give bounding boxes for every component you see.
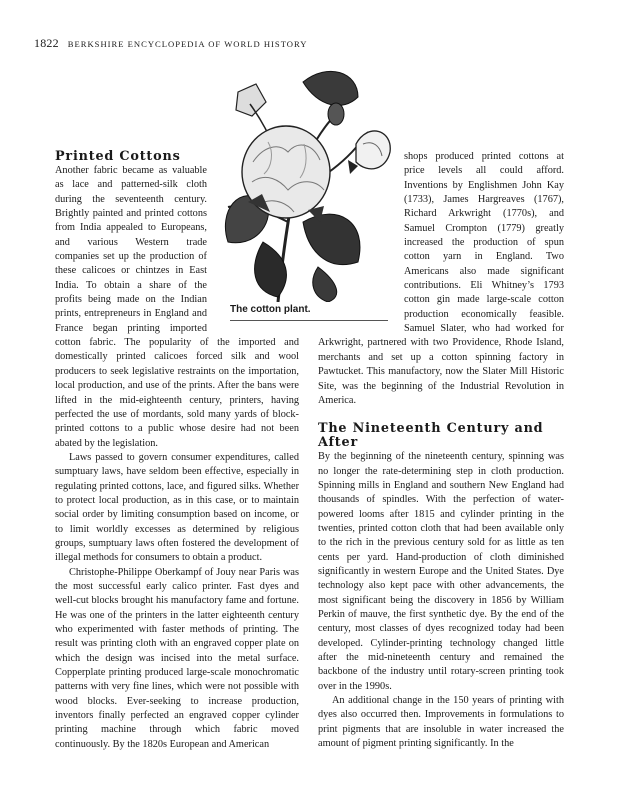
column-left bbox=[55, 150, 299, 752]
paragraph: An additional change in the 150 years of printing with dyes also occurred then. Improvements in formulations to print pigments that are insoluble in water increased the amount of pigment printing significantly. In the bbox=[318, 695, 564, 750]
paragraph: shops produced printed cottons at price levels all could afford. Inventions by Englishmen John Kay (1733), James Hargreaves (1767), Richard Arkwright (1770s), and Samuel Crompton (1779) greatly increased the production of spun cotton yarn in England. Two Americans also made significant contributions. Eli Whitney’s 1793 cotton gin made large-scale cotton production economically feasible. Samuel Slater, who had worked for Arkwright, partnered with two Providence, Rhode Island, merchants and set up a cotton spinning factory in Pawtucket. This manufactory, now the Slater Mill Historic Site, was the beginning of the Industrial Revolution in America. bbox=[318, 151, 564, 406]
column-right bbox=[318, 150, 564, 751]
figure-spacer bbox=[207, 150, 299, 336]
figure-spacer bbox=[318, 150, 404, 336]
page-number: 1822 bbox=[34, 36, 59, 50]
paragraph: Another fabric became as valuable as lace and patterned-silk cloth during the seventeenth century. Brightly painted and printed cottons from India appealed to Europeans, and various Western trade companies set up the production of these calicoes or chintzes in East India. To obtain a share of the profits being made on the Indian prints, entrepreneurs in England and France began printing imported cotton fabric. The popularity of the imported and domestically printed calicoes forced silk and wool producers to seek legislative restraints on the importation, local production, and use of the prints. After the bans were lifted in the mid-eighteenth century, printers, having perfected the use of mordants, sold many yards of block-printed cottons to a public whose desire had not been abated by the legislation. bbox=[55, 165, 299, 449]
paragraph: Laws passed to govern consumer expenditures, called sumptuary laws, have seldom been effective, especially in regulating printed cottons, lace, and figured silks. Whether to protect local production, as in this case, or to maintain social order by limiting consumption based on income, or to limit worldly excesses as determined by religious groups, sumptuary laws often fostered the development of illegal methods for consumers to obtain a product. bbox=[55, 451, 299, 564]
figure-caption: The cotton plant. bbox=[230, 304, 388, 321]
section-heading-nineteenth-century: The Nineteenth Century and After bbox=[318, 421, 544, 451]
paragraph: By the beginning of the nineteenth century, spinning was no longer the rate-determining step in cloth production. Spinning mills in England and southern New England had thousands of spindles. With the perfection of water-powered looms after 1815 and cylinder printing in the twenties, printed cotton cloth that had been available only to the rich in the previous century sold for as little as ten cents per yard. Hand-production of cloth diminished significantly in western Europe and the United States. Dye technology also kept pace with other advancements, the most significant being the discovery in 1856 by William Perkin of mauve, the first synthetic dye. By the end of the century, most classes of dyes recognized today had been developed. Cylinder-printing technology changed little after the mid-nineteenth century and remained the backbone of the industry until rotary-screen printing took over in the 1990s. bbox=[318, 451, 564, 692]
paragraph: Christophe-Philippe Oberkampf of Jouy near Paris was the most successful early calico printer. Fast dyes and well-cut blocks brought his manufactory fame and fortune. He was one of the printers in the latter eighteenth century who experimented with faster methods of printing. The result was printing cloth with an engraved copper plate on which the design was incised into the metal surface. Copperplate printing produced large-scale monochromatic patterns with very fine lines, which were not possible with wood blocks. Ever-seeking to increase production, inventors finally perfected an engraved copper cylinder printing machine through which fabric moved continuously. By the 1820s European and American bbox=[55, 566, 299, 750]
book-title: BERKSHIRE ENCYCLOPEDIA OF WORLD HISTORY bbox=[67, 39, 308, 49]
section-heading-printed-cottons: Printed Cottons bbox=[55, 149, 181, 164]
running-header bbox=[34, 36, 307, 51]
